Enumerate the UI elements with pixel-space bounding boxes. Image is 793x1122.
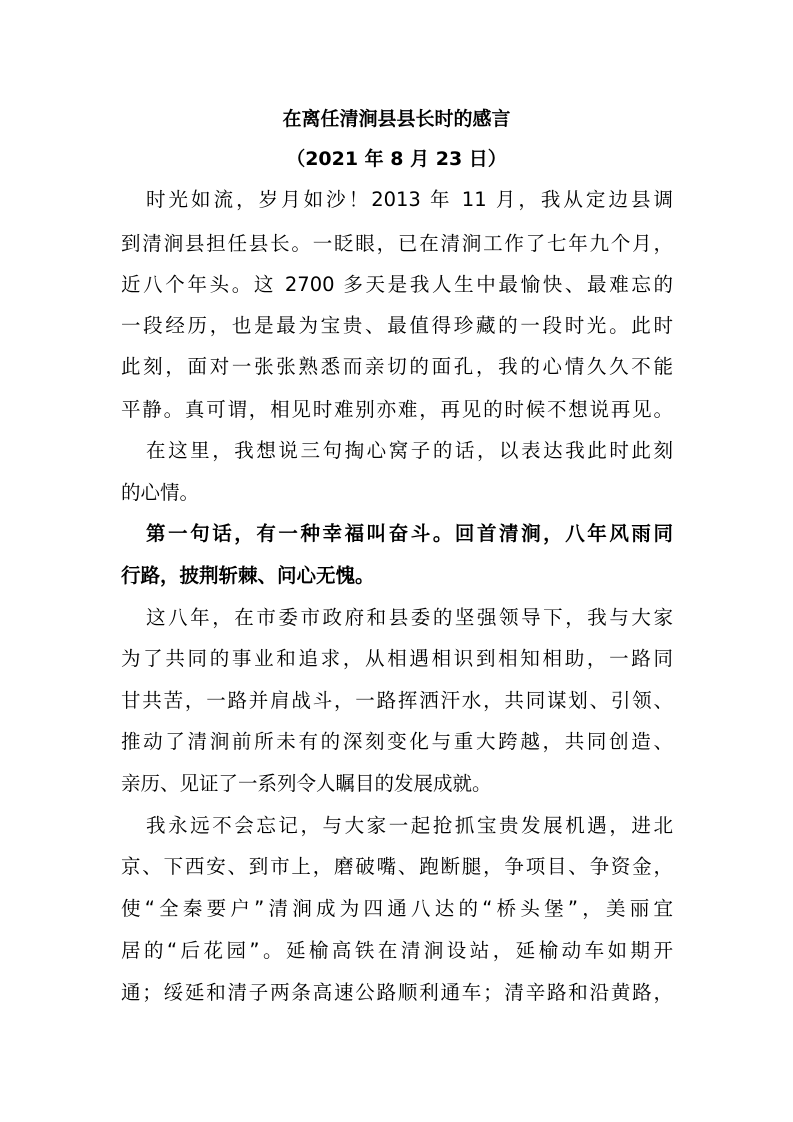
body-line: 在这里，我想说三句掏心窝子的话，以表达我此时此刻 bbox=[146, 439, 673, 462]
body-line: 亲历、见证了一系列令人瞩目的发展成就。 bbox=[121, 772, 492, 795]
body-line: 平静。真可谓，相见时难别亦难，再见的时候不想说再见。 bbox=[121, 398, 673, 421]
body-line: 使“全秦要户”清涧成为四通八达的“桥头堡”，美丽宜 bbox=[121, 897, 673, 920]
document-date: （2021 年 8 月 23 日） bbox=[286, 148, 507, 170]
body-line: 为了共同的事业和追求，从相遇相识到相知相助，一路同 bbox=[121, 647, 673, 670]
body-line: 这八年，在市委市政府和县委的坚强领导下，我与大家 bbox=[146, 606, 673, 629]
heading-line: 第一句话，有一种幸福叫奋斗。回首清涧，八年风雨同 bbox=[146, 522, 673, 545]
body-line: 居的“后花园”。延榆高铁在清涧设站，延榆动车如期开 bbox=[121, 939, 673, 962]
body-line: 时光如流，岁月如沙！2013 年 11 月，我从定边县调 bbox=[146, 188, 673, 211]
body-line: 的心情。 bbox=[121, 481, 200, 504]
body-line: 此刻，面对一张张熟悉而亲切的面孔，我的心情久久不能 bbox=[121, 355, 673, 378]
body-line: 甘共苦，一路并肩战斗，一路挥洒汗水，共同谋划、引领、 bbox=[121, 689, 673, 712]
body-line: 推动了清涧前所未有的深刻变化与重大跨越，共同创造、 bbox=[121, 730, 673, 753]
body-line: 通；绥延和清子两条高速公路顺利通车；清辛路和沿黄路， bbox=[121, 981, 673, 1004]
body-line: 京、下西安、到市上，磨破嘴、跑断腿，争项目、争资金， bbox=[121, 855, 673, 878]
body-line: 一段经历，也是最为宝贵、最值得珍藏的一段时光。此时 bbox=[121, 314, 673, 337]
body-line: 到清涧县担任县长。一眨眼，已在清涧工作了七年九个月， bbox=[121, 232, 673, 255]
body-line: 近八个年头。这 2700 多天是我人生中最愉快、最难忘的 bbox=[121, 273, 673, 296]
document-title: 在离任清涧县县长时的感言 bbox=[282, 108, 511, 130]
body-line: 我永远不会忘记，与大家一起抢抓宝贵发展机遇，进北 bbox=[146, 814, 673, 837]
heading-line: 行路，披荆斩棘、问心无愧。 bbox=[121, 564, 375, 587]
